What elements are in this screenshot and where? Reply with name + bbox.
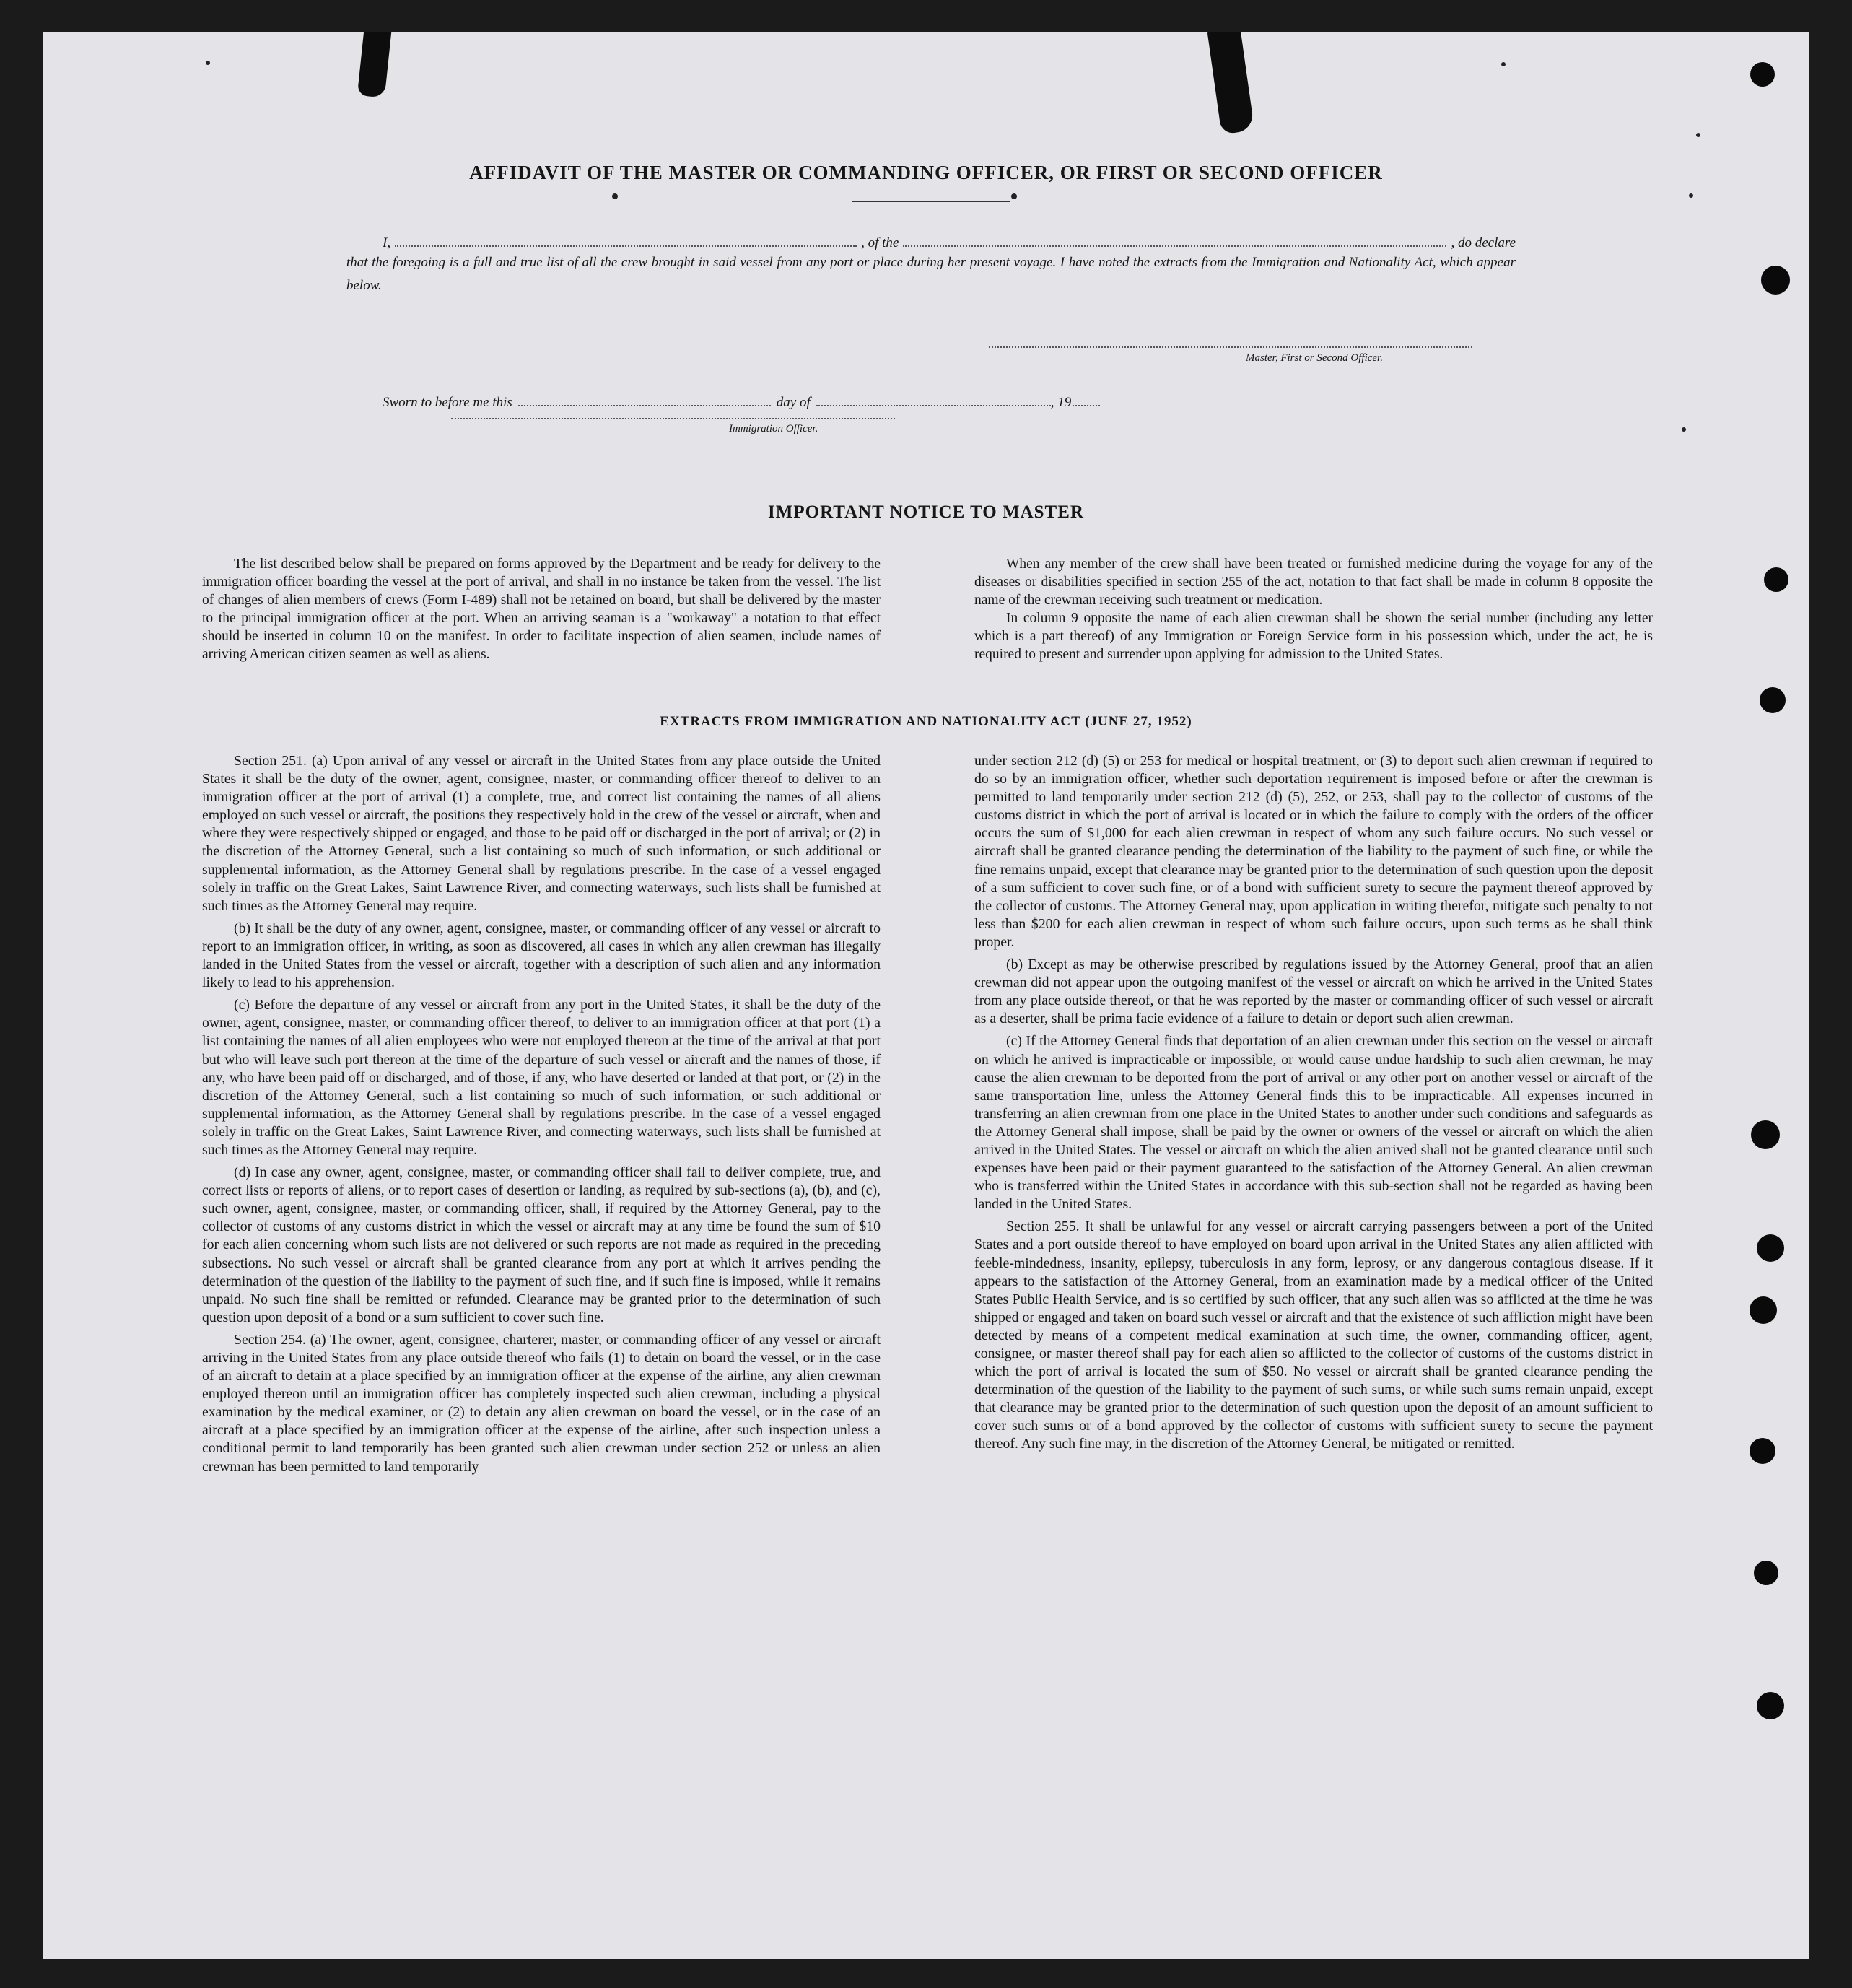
extract-paragraph: (c) Before the departure of any vessel or aircraft from any port in the United States, it shall be the duty of the owner, agent, consignee, master, or commanding officer thereof, to deliver to an immigration officer at that port (1) a list containing the names of all alien employees who were not employed thereon at the time of the arrival at that port but who will leave such port thereon at the time of the departure of such vessel or aircraft and the names of those, if any, who have been paid off or discharged, and of those, if any, who have deserted or landed at that port, or (2) in the discretion of the Attorney General, such a list containing so much of such information, or such additional or supplemental information, as the Attorney General shall by regulations prescribe. In the case of a vessel engaged solely in traffic on the Great Lakes, Saint Lawrence River, and connecting waterways, such lists shall be furnished at such times as the Attorney General may require.	[202, 997, 881, 1158]
punch-hole	[1751, 1120, 1780, 1149]
extracts-right-column	[974, 752, 1653, 1454]
immigration-officer-signature-line[interactable]	[451, 418, 895, 419]
notice-left-column	[202, 556, 881, 663]
extract-paragraph: under section 212 (d) (5) or 253 for medical or hospital treatment, or (3) to deport such alien crewman if required to do so by an immigration officer, whether such deportation requirement is imposed before or after the crewman is permitted to land temporarily under section 212 (d) (5), 252, or 253, shall pay to the collector of customs of the customs district in which the port of arrival is located or in which the failure to comply with the orders of the officer occurs the sum of $1,000 for each alien crewman in respect of whom any such failure occurs. No such vessel or aircraft shall be granted clearance pending the determination of the liability to the payment of such fine, or while the fine remains unpaid, except that clearance may be granted prior to the determination of such question upon the deposit of a sum sufficient to cover such fine, or of a bond with sufficient surety to secure the payment thereof approved by the collector of customs. The Attorney General may, upon application in writing therefor, mitigate such penalty to not less than $200 for each alien crewman in respect of whom such failure occurs, upon such terms as he shall think proper.	[974, 753, 1653, 950]
extract-paragraph: Section 251. (a) Upon arrival of any vessel or aircraft in the United States from any place outside the United States it shall be the duty of the owner, agent, consignee, master, or commanding officer thereof to deliver to an immigration officer at the port of arrival (1) a complete, true, and correct list containing the names of all aliens employed on such vessel or aircraft, the positions they respectively hold in the crew of the vessel or aircraft, when and where they were respectively shipped or engaged, and those to be paid off or discharged in the port of arrival; or (2) in the discretion of the Attorney General, such a list containing so much of such information, or such additional or supplemental information, as the Attorney General shall by regulations prescribe. In the case of a vessel engaged solely in traffic on the Great Lakes, Saint Lawrence River, and connecting waterways, such lists shall be furnished at such times as the Attorney General may require.	[202, 753, 881, 914]
declaration-do-declare: , do declare	[1451, 235, 1516, 250]
sworn-year: , 19	[1050, 395, 1072, 410]
scan-speck	[1689, 193, 1693, 198]
punch-hole	[1764, 567, 1788, 592]
master-signature-line[interactable]	[989, 346, 1472, 348]
sworn-day-blank[interactable]	[518, 401, 771, 406]
notice-paragraph: The list described below shall be prepared on forms approved by the Department and be ready for delivery to the immigration officer boarding the vessel at the port of arrival, and shall in no instance be taken from the vessel. The list of changes of alien members of crews (Form I-489) shall not be retained on board, but shall be delivered by the master to the principal immigration officer at the port. When an arriving seaman is a "workaway" a notation to that effect should be inserted in column 10 on the manifest. In order to facilitate inspection of alien seamen, include names of arriving American citizen seamen as well as aliens.	[202, 557, 881, 662]
scan-blot-top-left	[357, 32, 392, 98]
name-blank[interactable]	[395, 241, 857, 247]
sworn-prefix: Sworn to before me this	[383, 395, 512, 410]
punch-hole	[1750, 1438, 1775, 1464]
notice-paragraph: In column 9 opposite the name of each alien crewman shall be shown the serial number (including any letter which is a part thereof) of any Immigration or Foreign Service form in his possession which, under the act, he is required to present and surrender upon applying for admission to the United States.	[974, 610, 1653, 662]
scan-speck	[612, 193, 618, 199]
sworn-day-of: day of	[776, 395, 811, 410]
punch-hole	[1761, 266, 1790, 295]
sworn-month-blank[interactable]	[816, 401, 1051, 406]
extract-paragraph: Section 254. (a) The owner, agent, consignee, charterer, master, or commanding officer of any vessel or aircraft arriving in the United States from any place outside thereof who fails (1) to detain on board the vessel, or in the case of an aircraft to detain at a place specified by an immigration officer at the expense of the airline, any alien crewman employed thereon until an immigration officer has completely inspected such alien crewman, including a physical examination by the medical examiner, or (2) to detain any alien crewman on board the vessel, or in the case of an aircraft at a place specified by an immigration officer at the expense of the airline, after such inspection unless a conditional permit to land temporarily has been granted such alien crewman under section 252 or unless an alien crewman has been permitted to land temporarily	[202, 1331, 881, 1475]
punch-hole	[1760, 687, 1786, 713]
punch-hole	[1757, 1234, 1784, 1262]
declaration-body: that the foregoing is a full and true list of all the crew brought in said vessel from any port or place during her present voyage. I have noted the extracts from the Immigration and Nationality Act, which appear below.	[346, 255, 1516, 293]
notice-paragraph: When any member of the crew shall have been treated or furnished medicine during the voyage for any of the diseases or disabilities specified in section 255 of the act, notation to that fact shall be made in column 8 opposite the name of the crewman receiving such treatment or medication.	[974, 557, 1653, 608]
master-signature-label: Master, First or Second Officer.	[1246, 352, 1383, 364]
punch-hole	[1750, 62, 1775, 87]
punch-hole	[1750, 1296, 1777, 1324]
scan-blot-top-center	[1207, 32, 1254, 134]
sworn-line	[383, 395, 1285, 411]
vessel-blank[interactable]	[903, 241, 1446, 247]
scan-speck	[1682, 427, 1686, 432]
extracts-heading: EXTRACTS FROM IMMIGRATION AND NATIONALITY ACT (JUNE 27, 1952)	[660, 714, 1192, 729]
scan-speck	[1696, 133, 1700, 137]
title-rule	[852, 201, 1010, 202]
immigration-officer-label: Immigration Officer.	[729, 423, 818, 435]
document-page	[43, 32, 1809, 1959]
declaration-prefix: I,	[383, 235, 391, 250]
punch-hole	[1757, 1692, 1784, 1719]
extracts-left-column	[202, 752, 881, 1476]
scan-speck	[206, 61, 210, 65]
sworn-year-blank[interactable]	[1073, 401, 1100, 406]
notice-right-column	[974, 556, 1653, 663]
extract-paragraph: Section 255. It shall be unlawful for any vessel or aircraft carrying passengers between a port of the United States and a port outside thereof to have employed on board upon arrival in the United States any alien afflicted with feeble-mindedness, insanity, epilepsy, tuberculosis in any form, leprosy, or any dangerous contagious disease. If it appears to the satisfaction of the Attorney General, from an examination made by a medical officer of the United States Public Health Service, and is so certified by such officer, that any such alien was so afflicted at the time he was shipped or engaged and taken on board such vessel or aircraft and that the existence of such affliction might have been detected by means of a competent medical examination at such time, the owner, commanding officer, agent, consignee, or master thereof shall pay for each alien so afflicted to the collector of customs of the customs district in which the port of arrival is located the sum of $50. No vessel or aircraft shall be granted clearance pending the determination of the question of the liability to the payment of such sums, or while such sums remain unpaid, except that clearance may be granted prior to the determination of such question upon the deposit of an amount sufficient to cover such sums or of a bond approved by the collector of customs with sufficient surety to secure the payment thereof. Any such fine may, in the discretion of the Attorney General, be mitigated or remitted.	[974, 1218, 1653, 1452]
affidavit-title: AFFIDAVIT OF THE MASTER OR COMMANDING OFFICER, OR FIRST OR SECOND OFFICER	[469, 162, 1383, 183]
declaration	[346, 235, 1516, 297]
scan-speck	[1501, 62, 1506, 66]
declaration-of-the: , of the	[861, 235, 899, 250]
extract-paragraph: (b) It shall be the duty of any owner, agent, consignee, master, or commanding officer of any vessel or aircraft to report to an immigration officer, in writing, as soon as discovered, all cases in which any alien crewman has illegally landed in the United States from the vessel or aircraft, together with a description of such alien and any information likely to lead to his apprehension.	[202, 920, 881, 991]
extract-paragraph: (c) If the Attorney General finds that deportation of an alien crewman under this section on the vessel or aircraft on which he arrived is impracticable or impossible, or would cause undue hardship to such alien crewman, he may cause the alien crewman to be deported from the port of arrival or any other port on another vessel or aircraft of the same transportation line, unless the Attorney General finds this to be impracticable. All expenses incurred in transferring an alien crewman from one place in the United States to another under such conditions and safeguards as the Attorney General shall impose, shall be paid by the owner or owners of the vessel or aircraft on which the alien arrived in the United States. The vessel or aircraft on which the alien arrived shall not be granted clearance until such expenses have been paid or their payment guaranteed to the satisfaction of the Attorney General. An alien crewman who is transferred within the United States in accordance with this sub-section shall not be regarded as having been landed in the United States.	[974, 1033, 1653, 1213]
extract-paragraph: (b) Except as may be otherwise prescribed by regulations issued by the Attorney General, proof that an alien crewman did not appear upon the outgoing manifest of the vessel or aircraft on which he arrived in the United States from any place outside thereof, or that he was reported by the master or commanding officer of such vessel or aircraft as a deserter, shall be prima facie evidence of a failure to detain or deport such alien crewman.	[974, 956, 1653, 1027]
scan-speck	[1011, 193, 1017, 199]
declaration-first-line	[346, 235, 1516, 251]
notice-heading: IMPORTANT NOTICE TO MASTER	[768, 502, 1084, 522]
punch-hole	[1754, 1561, 1778, 1585]
extract-paragraph: (d) In case any owner, agent, consignee, master, or commanding officer shall fail to deliver complete, true, and correct lists or reports of aliens, or to report cases of desertion or landing, as required by sub-sections (a), (b), and (c), such owner, agent, consignee, master, or commanding officer, shall, if required by the Attorney General, pay to the collector of customs of any customs district in which the vessel or aircraft may at any time be found the sum of $10 for each alien concerning whom such lists are not delivered or such reports are not made as required in the preceding subsections. No such vessel or aircraft shall be granted clearance from any port at which it arrives pending the determination of the question of the liability to the payment of such fine, and if such fine is imposed, while it remains unpaid. No such fine shall be remitted or refunded. Clearance may be granted prior to the determination of such question upon deposit of a bond or a sum sufficient to cover such fine.	[202, 1164, 881, 1325]
